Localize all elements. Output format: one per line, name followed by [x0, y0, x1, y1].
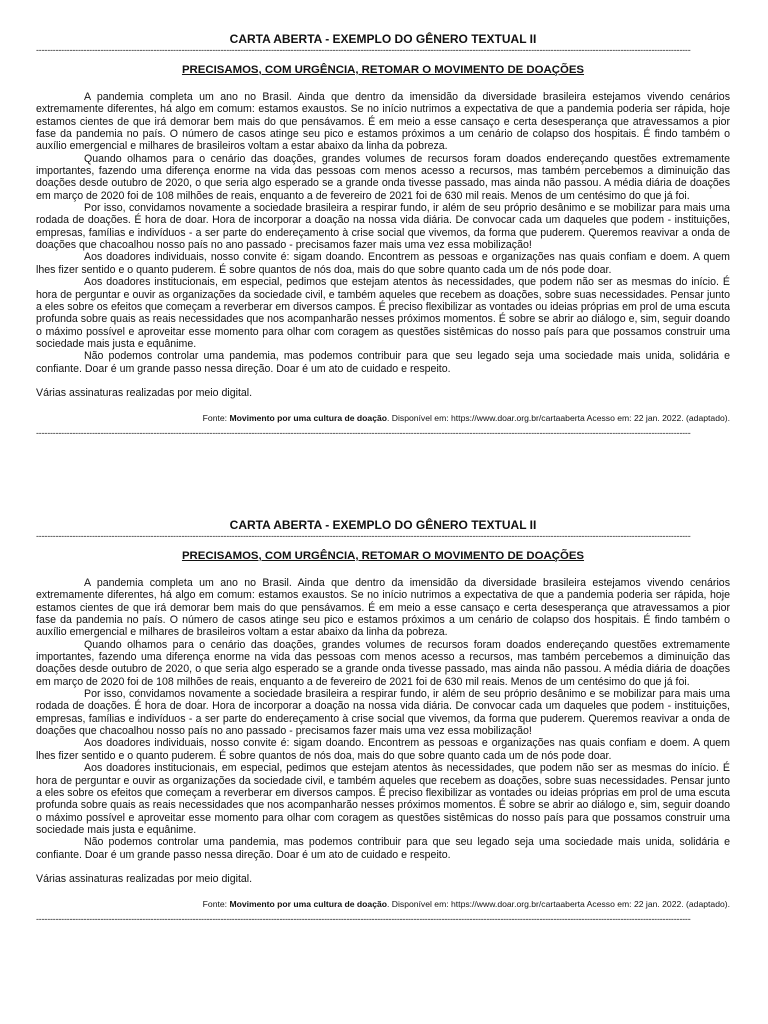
letter-body [36, 91, 730, 375]
paragraph: Aos doadores individuais, nosso convite é: sigam doando. Encontrem as pessoas e organizações nas quais confiam e doem. A quem lhes fizer sentido e o quanto puderem. É sobre quantos de nós doa, mais do que sobre quanto cada um de nós pode doar. [36, 251, 730, 276]
paragraph: Por isso, convidamos novamente a sociedade brasileira a respirar fundo, ir além de seu próprio desânimo e se mobilizar para mais uma rodada de doações. É hora de doar. Hora de incorporar a doação na nossa vida diária. De convocar cada um daqueles que podem - instituições, empresas, famílias e indivíduos - a ser parte do endereçamento à crise social que vivemos, da forma que puderem. Queremos reavivar a onda de doações que chacoalhou nosso país no ano passado - precisamos fazer mais uma vez essa mobilização! [36, 202, 730, 252]
paragraph: Aos doadores institucionais, em especial, pedimos que estejam atentos às necessidades, que podem não ser as mesmas do início. É hora de perguntar e ouvir as organizações da sociedade civil, e também aqueles que recebem as doações, sobre suas necessidades. Pensar junto a eles sobre os efeitos que começam a reverberar em diversos campos. É preciso flexibilizar as vontades ou ideias próprias em prol de uma escuta profunda sobre quais as reais necessidades que nos acompanharão nesses próximos momentos. É sobre se abrir ao diálogo e, sim, seguir doando o máximo possível e aproveitar esse momento para olhar com coragem as questões sistêmicas do nosso país para que possamos construir uma sociedade mais justa e equânime. [36, 276, 730, 350]
paragraph: A pandemia completa um ano no Brasil. Ainda que dentro da imensidão da diversidade brasileira estejamos vivendo cenários extremamente diferentes, há algo em comum: estamos exaustos. Se no início nutrimos a expectativa de que a pandemia poderia ser rápida, hoje estamos cientes de que irá demorar bem mais do que pensávamos. É em meio a esse cansaço e certa desesperança que atravessamos a pior fase da pandemia no país. O número de casos atinge seu pico e estamos próximos a um cenário de colapso dos hospitais. É findo também o auxílio emergencial e milhares de brasileiros voltam a estar abaixo da linha da pobreza. [36, 577, 730, 639]
signature-note: Várias assinaturas realizadas por meio digital. [36, 386, 253, 399]
letter-heading: PRECISAMOS, COM URGÊNCIA, RETOMAR O MOVIMENTO DE DOAÇÕES [181, 64, 585, 76]
source-prefix: Fonte: [202, 413, 230, 424]
paragraph: Não podemos controlar uma pandemia, mas podemos contribuir para que seu legado seja uma sociedade mais unida, solidária e confiante. Doar é um grande passo nessa direção. Doar é um ato de cuidado e respeito. [36, 836, 730, 861]
source-citation [36, 899, 730, 910]
paragraph: Quando olhamos para o cenário das doações, grandes volumes de recursos foram doados endereçando questões extremamente importantes, fazendo uma diferença enorme na vida das pessoas com menos acesso a recursos, mas também percebemos a diminuição das doações desde outubro de 2020, o que seria algo esperado se a grande onda tivesse passado, mas ainda não passou. A média diária de doações em março de 2020 foi de 108 milhões de reais, enquanto a de fevereiro de 2021 foi de 630 mil reais. Menos de um centésimo do que já foi. [36, 638, 730, 688]
source-title: Movimento por uma cultura de doação [229, 899, 388, 910]
separator-line: ------------------------------------------------------------------------------------------------------------------------------------------------------------------------------------------------------------------------------------------ [36, 915, 691, 924]
source-citation [36, 413, 730, 424]
separator-line: ------------------------------------------------------------------------------------------------------------------------------------------------------------------------------------------------------------------------------------------ [36, 46, 691, 54]
source-title: Movimento por uma cultura de doação [229, 413, 388, 424]
document-title: CARTA ABERTA - EXEMPLO DO GÊNERO TEXTUAL II [229, 518, 537, 532]
separator-line: ------------------------------------------------------------------------------------------------------------------------------------------------------------------------------------------------------------------------------------------ [36, 429, 691, 438]
signature-note: Várias assinaturas realizadas por meio digital. [36, 872, 253, 885]
separator-line: ------------------------------------------------------------------------------------------------------------------------------------------------------------------------------------------------------------------------------------------ [36, 532, 691, 540]
paragraph: Aos doadores institucionais, em especial, pedimos que estejam atentos às necessidades, que podem não ser as mesmas do início. É hora de perguntar e ouvir as organizações da sociedade civil, e também aqueles que recebem as doações, sobre suas necessidades. Pensar junto a eles sobre os efeitos que começam a reverberar em diversos campos. É preciso flexibilizar as vontades ou ideias próprias em prol de uma escuta profunda sobre quais as reais necessidades que nos acompanharão nesses próximos momentos. É sobre se abrir ao diálogo e, sim, seguir doando o máximo possível e aproveitar esse momento para olhar com coragem as questões sistêmicas do nosso país para que possamos construir uma sociedade mais justa e equânime. [36, 762, 730, 836]
source-details: . Disponível em: https://www.doar.org.br/cartaaberta Acesso em: 22 jan. 2022. (adaptado). [387, 899, 730, 910]
letter-copy-1 [36, 32, 730, 437]
document-title: CARTA ABERTA - EXEMPLO DO GÊNERO TEXTUAL II [229, 32, 537, 46]
letter-heading: PRECISAMOS, COM URGÊNCIA, RETOMAR O MOVIMENTO DE DOAÇÕES [181, 550, 585, 562]
paragraph: A pandemia completa um ano no Brasil. Ainda que dentro da imensidão da diversidade brasileira estejamos vivendo cenários extremamente diferentes, há algo em comum: estamos exaustos. Se no início nutrimos a expectativa de que a pandemia poderia ser rápida, hoje estamos cientes de que irá demorar bem mais do que pensávamos. É em meio a esse cansaço e certa desesperança que atravessamos a pior fase da pandemia no país. O número de casos atinge seu pico e estamos próximos a um cenário de colapso dos hospitais. É findo também o auxílio emergencial e milhares de brasileiros voltam a estar abaixo da linha da pobreza. [36, 91, 730, 153]
paragraph: Aos doadores individuais, nosso convite é: sigam doando. Encontrem as pessoas e organizações nas quais confiam e doem. A quem lhes fizer sentido e o quanto puderem. É sobre quantos de nós doa, mais do que sobre quanto cada um de nós pode doar. [36, 737, 730, 762]
letter-body [36, 577, 730, 861]
paragraph: Por isso, convidamos novamente a sociedade brasileira a respirar fundo, ir além de seu próprio desânimo e se mobilizar para mais uma rodada de doações. É hora de doar. Hora de incorporar a doação na nossa vida diária. De convocar cada um daqueles que podem - instituições, empresas, famílias e indivíduos - a ser parte do endereçamento à crise social que vivemos, da forma que puderem. Queremos reavivar a onda de doações que chacoalhou nosso país no ano passado - precisamos fazer mais uma vez essa mobilização! [36, 688, 730, 738]
paragraph: Não podemos controlar uma pandemia, mas podemos contribuir para que seu legado seja uma sociedade mais unida, solidária e confiante. Doar é um grande passo nessa direção. Doar é um ato de cuidado e respeito. [36, 350, 730, 375]
letter-copy-2 [36, 518, 730, 923]
source-prefix: Fonte: [202, 899, 230, 910]
paragraph: Quando olhamos para o cenário das doações, grandes volumes de recursos foram doados endereçando questões extremamente importantes, fazendo uma diferença enorme na vida das pessoas com menos acesso a recursos, mas também percebemos a diminuição das doações desde outubro de 2020, o que seria algo esperado se a grande onda tivesse passado, mas ainda não passou. A média diária de doações em março de 2020 foi de 108 milhões de reais, enquanto a de fevereiro de 2021 foi de 630 mil reais. Menos de um centésimo do que já foi. [36, 152, 730, 202]
source-details: . Disponível em: https://www.doar.org.br/cartaaberta Acesso em: 22 jan. 2022. (adaptado). [387, 413, 730, 424]
